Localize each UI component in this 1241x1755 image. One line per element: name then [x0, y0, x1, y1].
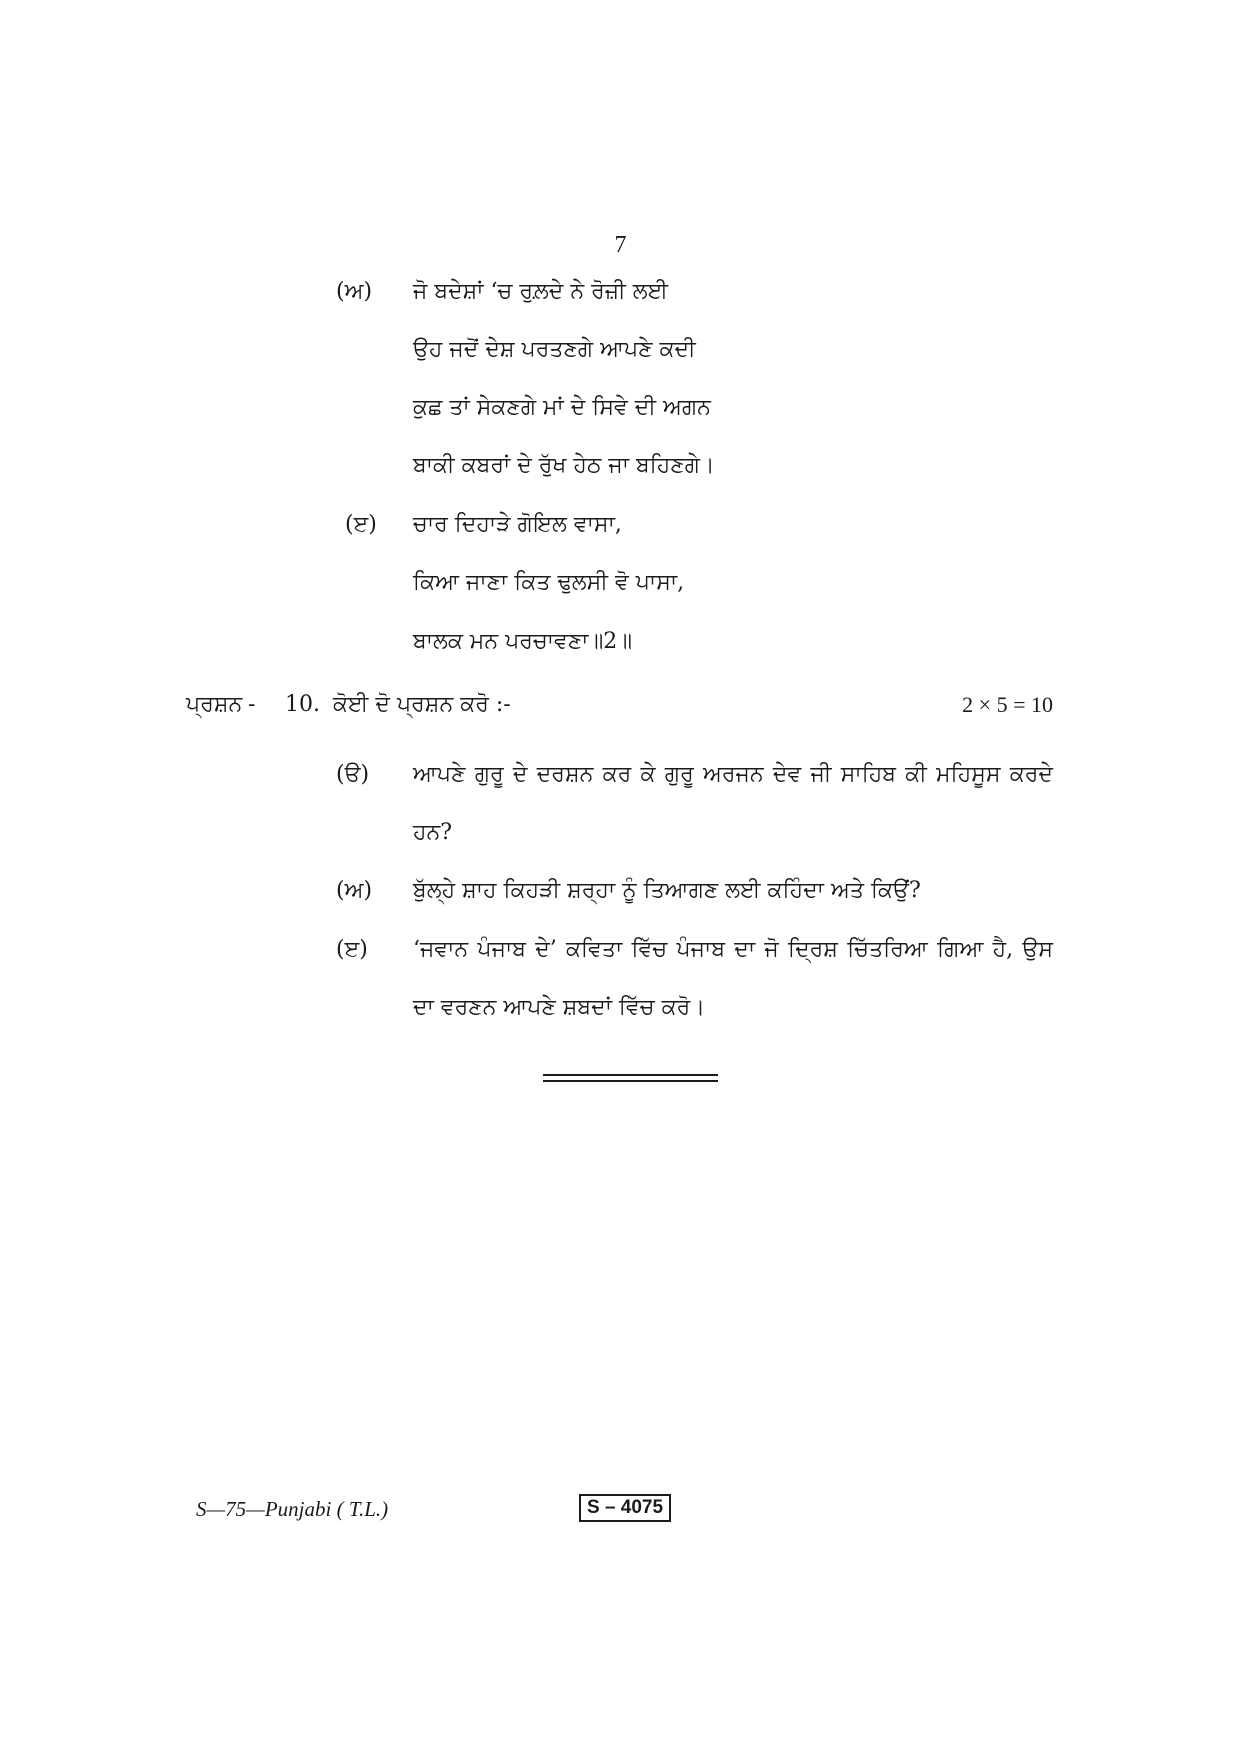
part-o-line-2: ਹਨ?: [413, 820, 453, 845]
poem-a-line-1: ਜੋ ਬਦੇਸ਼ਾਂ ‘ਚ ਰੁਲ਼ਦੇ ਨੇ ਰੋਜ਼ੀ ਲਈ: [413, 279, 668, 304]
part-a-line-1: ਬੁੱਲ੍ਹੇ ਸ਼ਾਹ ਕਿਹੜੀ ਸ਼ਰ੍ਹਾ ਨੂੰ ਤਿਆਗਣ ਲਈ ਕਹਿੰਦਾ ਅਤੇ ਕਿਉਂ?: [413, 878, 921, 903]
part-o-label: (ੳ): [336, 762, 370, 787]
question-prefix: ਪ੍ਰਸ਼ਨ: [186, 692, 243, 717]
page-number: 7: [614, 232, 627, 258]
part-e-label: (ੲ): [336, 937, 368, 962]
poem-e-line-3: ਬਾਲਕ ਮਨ ਪਰਚਾਵਣਾ॥2॥: [413, 629, 633, 654]
question-dash: -: [248, 692, 256, 717]
footer-subject: S—75—Punjabi ( T.L.): [196, 1497, 389, 1521]
part-e-line-2: ਦਾ ਵਰਣਨ ਆਪਣੇ ਸ਼ਬਦਾਂ ਵਿੱਚ ਕਰੋ।: [413, 995, 706, 1020]
poem-a-line-3: ਕੁਛ ਤਾਂ ਸੇਕਣਗੇ ਮਾਂ ਦੇ ਸਿਵੇ ਦੀ ਅਗਨ: [413, 395, 711, 420]
poem-a-label: (ਅ): [336, 279, 373, 304]
poem-a-line-4: ਬਾਕੀ ਕਬਰਾਂ ਦੇ ਰੁੱਖ ਹੇਠ ਜਾ ਬਹਿਣਗੇ।: [413, 453, 715, 478]
question-marks: 2 × 5 = 10: [962, 692, 1053, 717]
poem-e-line-1: ਚਾਰ ਦਿਹਾੜੇ ਗੋਇਲ ਵਾਸਾ,: [413, 512, 622, 537]
end-double-rule: [543, 1074, 718, 1082]
poem-e-line-2: ਕਿਆ ਜਾਣਾ ਕਿਤ ਢੁਲਸੀ ਵੋ ਪਾਸਾ,: [413, 570, 685, 595]
poem-e-label: (ੲ): [345, 512, 377, 537]
poem-a-line-2: ਉਹ ਜਦੋਂ ਦੇਸ਼ ਪਰਤਣਗੇ ਆਪਣੇ ਕਦੀ: [413, 337, 696, 362]
footer-paper-code: S – 4075: [579, 1494, 671, 1522]
part-o-line-1: ਆਪਣੇ ਗੁਰੂ ਦੇ ਦਰਸ਼ਨ ਕਰ ਕੇ ਗੁਰੂ ਅਰਜਨ ਦੇਵ ਜੀ ਸਾਹਿਬ ਕੀ ਮਹਿਸੂਸ ਕਰਦੇ: [413, 762, 1053, 787]
part-a-label: (ਅ): [336, 878, 373, 903]
part-e-line-1: ‘ਜਵਾਨ ਪੰਜਾਬ ਦੇ’ ਕਵਿਤਾ ਵਿੱਚ ਪੰਜਾਬ ਦਾ ਜੋ ਦ੍ਰਿਸ਼ ਚਿੱਤਰਿਆ ਗਿਆ ਹੈ, ਉਸ: [413, 937, 1053, 962]
question-instruction: ਕੋਈ ਦੋ ਪ੍ਰਸ਼ਨ ਕਰੋ :-: [333, 692, 511, 717]
question-number: 10.: [285, 692, 320, 717]
